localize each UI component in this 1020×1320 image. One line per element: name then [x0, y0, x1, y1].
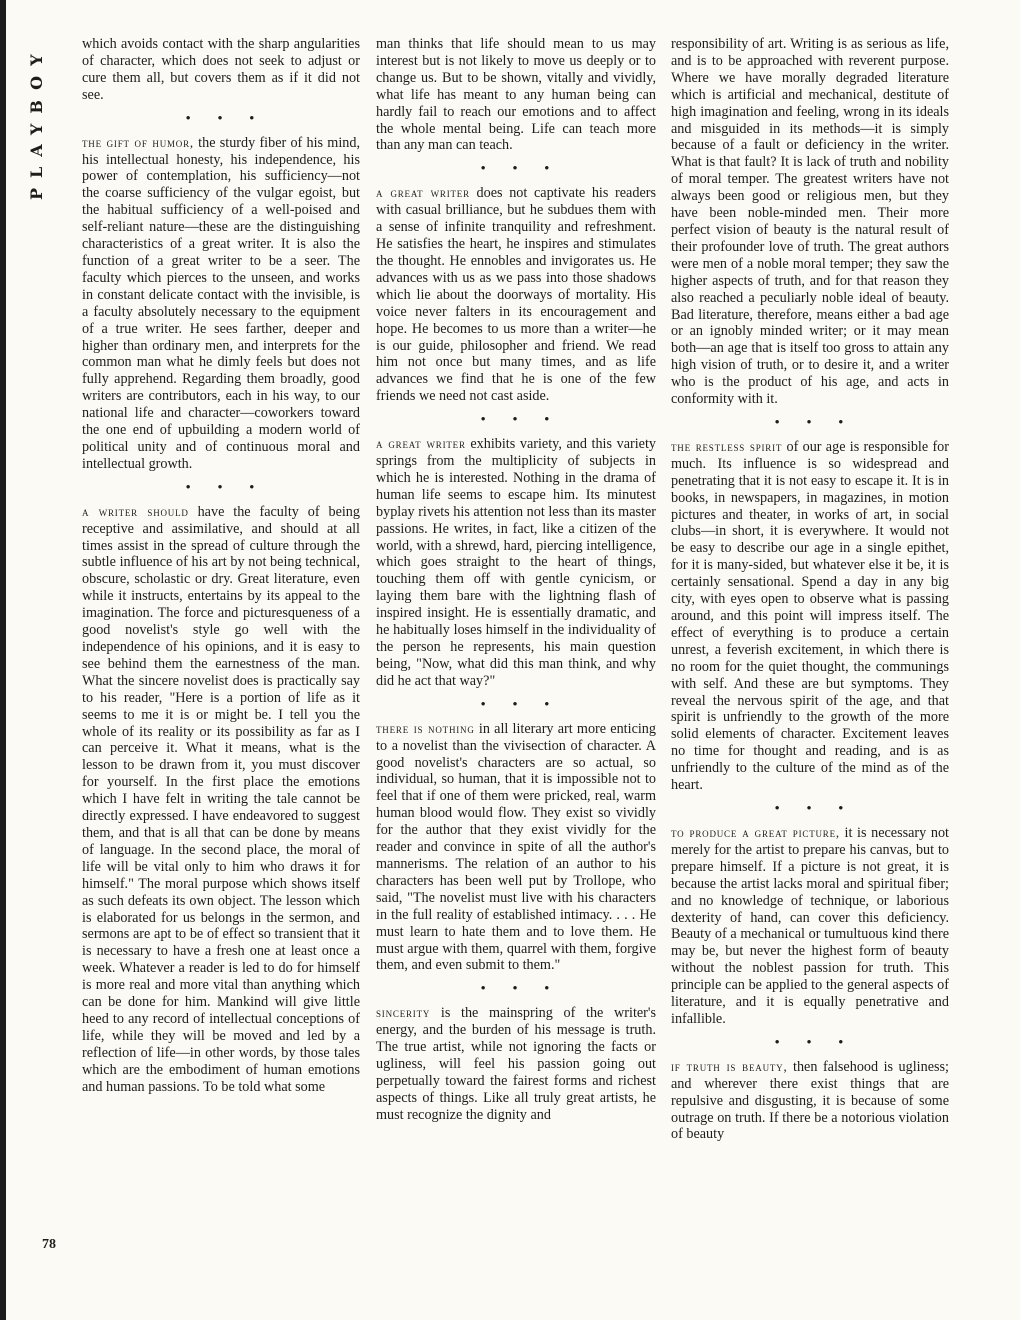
paragraph	[376, 185, 656, 405]
paragraph-lead: there is nothing	[376, 720, 475, 736]
article-column-2	[376, 36, 656, 1124]
paragraph	[376, 436, 656, 690]
paragraph	[671, 36, 949, 408]
paragraph	[671, 825, 949, 1028]
article-column-1	[82, 36, 360, 1095]
section-separator: • • •	[774, 1033, 856, 1049]
paragraph-lead: a great writer	[376, 436, 466, 452]
paragraph	[376, 36, 656, 154]
paragraph	[376, 1005, 656, 1123]
paragraph-lead: a great writer	[376, 185, 470, 201]
paragraph-text: it is necessary not merely for the artist to prepare his canvas, but to prepare himself. If a picture is not great, it is because the artist lacks moral and spiritual fiber; and no knowledge of technique, or laborious dexterity of hand, can cover this deficiency. Beauty of a mechanical or tumultuous kind there may be, but never the highest form of beauty without the noblest passion for truth. This principle can be applied to the general aspects of literature, and it is equally penetrative and infallible.	[671, 824, 949, 1027]
section-separator: • • •	[774, 799, 856, 815]
paragraph-text: then falsehood is ugliness; and wherever there exist things that are repulsive and disgusting, it is because of some outrage on truth. If there be a notorious violation of beauty	[671, 1058, 949, 1143]
page-number: 78	[42, 1237, 56, 1252]
paragraph-text: does not captivate his readers with casual brilliance, but he subdues them with a sense of infinite tranquility and refreshment. He satisfies the heart, he inspires and stimulates the thought. He ennobles and invigorates us. He advances with us as we pass into those shadows which lie about the doorways of mortality. His voice never falters in its encouragement and hope. He becomes to us more than a writer—he is our guide, philosopher and friend. We read him not once but many times, and as life advances we find that he is one of the few friends we need not cast aside.	[376, 185, 656, 405]
paragraph-lead: the restless spirit	[671, 438, 783, 454]
paragraph-text: is the mainspring of the writer's energy, and the burden of his message is truth. The true artist, while not ignoring the facts or ugliness, will feel his passion going out perpetually toward the fairest forms and richest aspects of things. Like all truly great artists, he must recognize the dignity and	[376, 1005, 656, 1123]
paragraph-lead: the gift of humor,	[82, 134, 194, 150]
paragraph-text: responsibility of art. Writing is as serious as life, and is to be approached with reverent purpose. Where we have morally degraded literature which is artificial and mechanical, destitute of high imagination and feeling, wrong in its ideals and misguided in its methods—it is simply because of a fault or deficiency in the writer. What is that fault? It is lack of truth and nobility of moral temper. The greatest writers have not always been good or religious men, but they have been noble-minded men. Their more perfect vision of beauty is the natural result of their profounder love of truth. The great authors were men of a noble moral temper; they saw the higher aspects of truth, and for that reason they also reached a peculiarly noble ideal of beauty. Bad literature, therefore, means either a bad age or an ignobly minded writer; or it may mean both—an age that is itself too gross to attain any high vision of truth, or to desire it, and a writer who is the product of his age, and acts in conformity with it.	[671, 36, 949, 408]
paragraph-text: man thinks that life should mean to us may interest but is not likely to move us deeply or to change us. But to be shown, vitally and vividly, what life has meant to any human being can hardly fail to reach our emotions and to affect the whole mental being. Life can teach more than any man can teach.	[376, 36, 656, 154]
paragraph-text: of our age is responsible for much. Its influence is so widespread and penetrating that it is not easy to escape it. It is in books, in newspapers, in magazines, in motion pictures and theater, in works of art, in social clubs—in short, it is everywhere. It would not be easy to describe our age in a single epithet, for it is many-sided, but whatever else it be, it is certainly sensational. Spend a day in any big city, with eyes open to observe what is passing around, and this point will impress itself. The effect of everything is to produce a certain unrest, a feverish excitement, in which there is no room for the quiet thought, the communings with self. And these are but symptoms. They reveal the nervous spirit of the age, and that spirit is unfriendly to the growth of the more solid elements of character. Excitement leaves no time for thought and reading, and is as unfriendly to the culture of the mind as of the heart.	[671, 438, 949, 794]
section-separator: • • •	[480, 980, 562, 996]
paragraph	[82, 504, 360, 1096]
paragraph	[376, 721, 656, 975]
section-separator: • • •	[480, 160, 562, 176]
paragraph-text: which avoids contact with the sharp angularities of character, which does not seek to adjust or cure them all, but covers them as if it did not see.	[82, 36, 360, 103]
paragraph	[671, 1059, 949, 1144]
paragraph	[82, 135, 360, 473]
article-column-3	[671, 36, 949, 1143]
page-edge-shadow	[0, 0, 6, 1320]
section-separator: • • •	[185, 109, 267, 125]
paragraph-text: the sturdy fiber of his mind, his intellectual honesty, his independence, his power of contemplation, his sufficiency—not the coarse sufficiency of the vulgar egoist, but the habitual sufficiency of a well-poised and self-reliant nature—these are the distinguishing characteristics of a great writer. It is also the function of a great writer to be a seer. The faculty which pierces to the unseen, and works in constant delicate contact with the invisible, is a faculty absolutely necessary to the equipment of a true writer. He sees farther, deeper and higher than ordinary men, and interprets for the common man what he dimly feels but does not fully apprehend. Regarding them broadly, good writers are contributors, each in his way, to our national life and character—coworkers toward the one end of upbuilding a modern world of political unity and of continuous moral and intellectual growth.	[82, 134, 360, 472]
masthead	[26, 40, 54, 200]
paragraph	[82, 36, 360, 104]
paragraph	[671, 439, 949, 794]
paragraph-text: exhibits variety, and this variety springs from the multiplicity of subjects in which he is interested. Nothing in the drama of human life seems to escape him. Its minutest byplay rivets his attention not less than its master passions. He writes, in fact, like a citizen of the world, with a shrewd, hard, piercing intelligence, which goes straight to the heart of things, touching them off with gentle cynicism, or laying them bare with the lightning flash of inspired insight. He is essentially dramatic, and he habitually loses himself in the individuality of the person he represents, his main question being, "Now, what did this man think, and why did he act that way?"	[376, 436, 656, 689]
paragraph-lead: sincerity	[376, 1005, 431, 1021]
paragraph-text: in all literary art more enticing to a novelist than the vivisection of character. A good novelist's characters are so actual, so individual, so human, that it is impossible not to feel that if one of them were pricked, real, warm human blood would flow. They exist so vividly for the author that they exist vividly for the reader and convince in spite of all the author's mannerisms. The relation of an author to his characters has been well put by Trollope, who said, "The novelist must live with his characters in the full reality of established intimacy. . . . He must learn to hate them and to love them. He must argue with them, quarrel with them, forgive them, and even submit to them."	[376, 720, 656, 974]
paragraph-lead: to produce a great picture,	[671, 824, 840, 840]
masthead-text: PLAYBOY	[27, 44, 46, 200]
section-separator: • • •	[185, 478, 267, 494]
paragraph-lead: if truth is beauty,	[671, 1058, 788, 1074]
paragraph-lead: a writer should	[82, 503, 189, 519]
section-separator: • • •	[480, 411, 562, 427]
section-separator: • • •	[774, 413, 856, 429]
section-separator: • • •	[480, 695, 562, 711]
paragraph-text: have the faculty of being receptive and assimilative, and should at all times assist in the spread of culture through the subtle influence of his art by not being technical, obscure, scholastic or dry. Great literature, even while it instructs, entertains by its appeal to the imagination. The force and picturesqueness of a good novelist's style go well with the independence of his opinions, and it is easy to see behind them the earnestness of the man. What the sincere novelist does is practically say to his reader, "Here is a portion of life as it seems to me it is or might be. I tell you the whole of its reality or its possibility as far as I can perceive it. What it means, what is the lesson to be drawn from it, you must discover for yourself. In the first place the emotions which I have felt in writing the tale cannot be directly expressed. I have endeavored to suggest them, and that is all that can be done by means of language. In the second place, the moral of life will be vital only to him who draws it for himself." The moral purpose which shows itself as such defeats its own object. The lesson which is elaborated for us belongs in the sermon, and sermons are apt to be of effect so transient that it is necessary to have a fresh one at least once a week. Whatever a reader is led to do for himself is more real and more vital than anything which can be done for him. Mankind will give little heed to any record of intellectual conceptions of life, while they will be moved and led by a reflection of life—in other words, by those tales which are the embodiment of human emotions and human passions. To be told what some	[82, 503, 360, 1095]
